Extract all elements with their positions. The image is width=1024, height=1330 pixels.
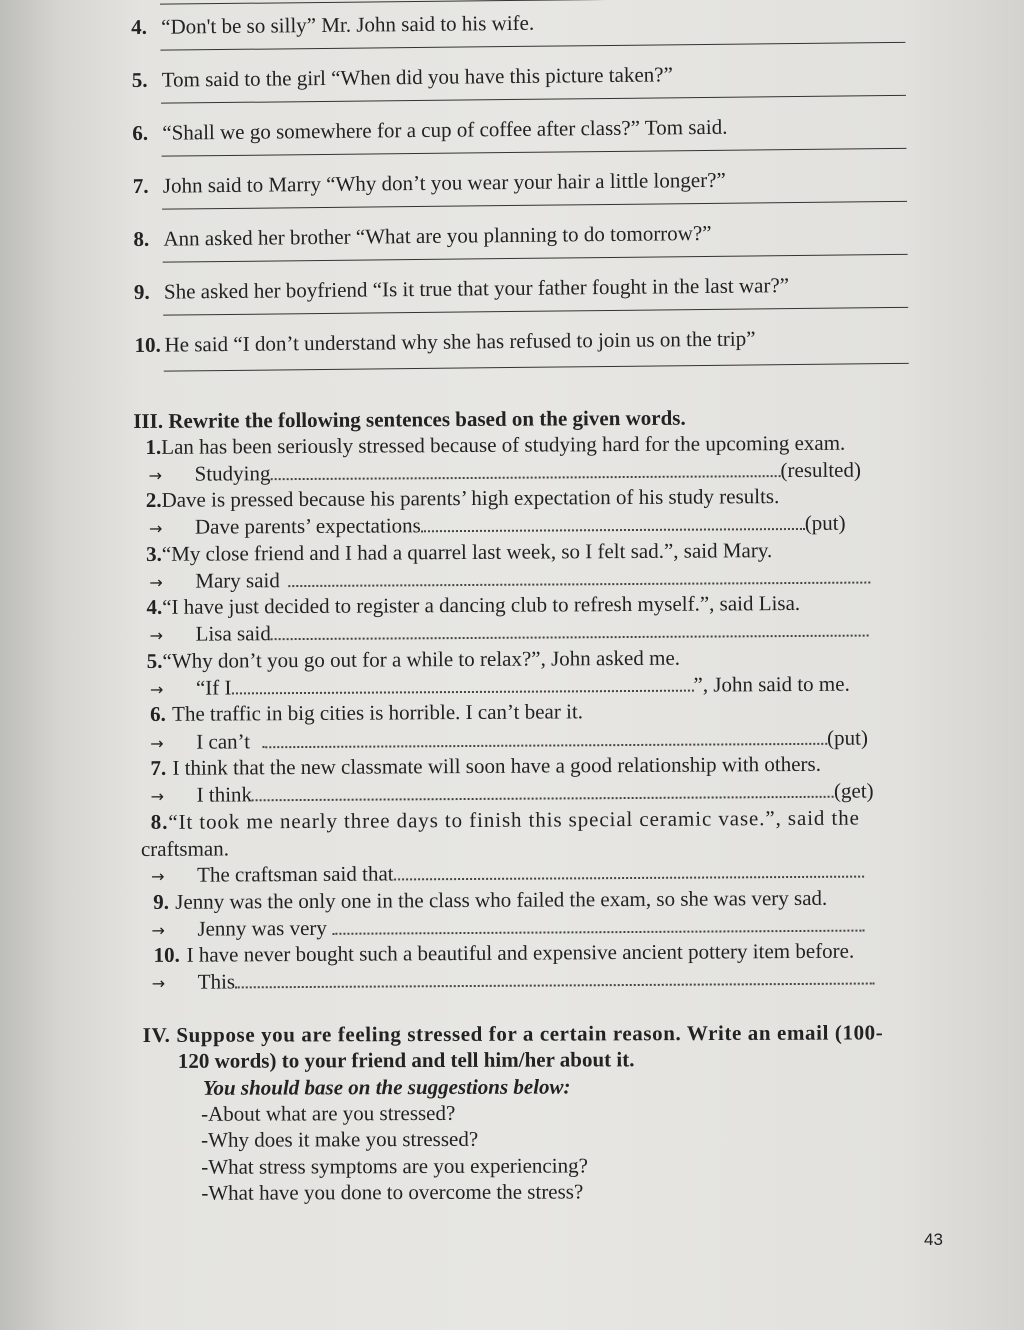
exercise-item <box>151 805 860 835</box>
item-number: 5. <box>131 67 148 92</box>
answer-line <box>163 254 908 263</box>
item-number: 7. <box>132 173 149 198</box>
answer-blank[interactable] <box>270 461 780 480</box>
answer-blank[interactable] <box>231 676 693 695</box>
exercise-item <box>146 590 800 620</box>
answer-blank[interactable] <box>333 916 865 935</box>
answer-start: “If I <box>195 675 232 700</box>
arrow-icon: → <box>148 465 163 485</box>
answer-start: I think <box>196 782 253 807</box>
answer-line <box>162 201 907 210</box>
answer-start: Studying <box>194 461 271 486</box>
answer-line <box>162 148 907 157</box>
exercise-item <box>132 114 727 146</box>
item-text: Ann asked her brother “What are you planning to do tomorrow?” <box>163 220 712 251</box>
item-text: Dave is pressed because his parents’ high expectation of his study results. <box>161 484 780 512</box>
instruction: You should base on the suggestions below: <box>202 1074 571 1100</box>
section-heading-continued: 120 words) to your friend and tell him/her about it. <box>177 1047 635 1073</box>
answer-row <box>152 965 876 997</box>
answer-line <box>164 363 909 372</box>
arrow-icon: → <box>148 518 163 538</box>
answer-hint: (get) <box>833 778 874 803</box>
suggestion-item: -Why does it make you stressed? <box>201 1126 479 1152</box>
arrow-icon: → <box>151 866 165 886</box>
item-number: 7. <box>150 755 167 780</box>
item-text: “I have just decided to register a dancing club to refresh myself.”, said Lisa. <box>162 590 801 619</box>
exercise-item <box>146 537 772 567</box>
answer-start: I can’t <box>196 729 251 754</box>
answer-hint: (put) <box>804 510 846 535</box>
item-text: Tom said to the girl “When did you have this picture taken?” <box>161 62 673 92</box>
answer-blank[interactable] <box>252 782 834 802</box>
arrow-icon: → <box>151 973 166 993</box>
exercise-item <box>150 698 583 727</box>
answer-blank[interactable] <box>288 568 870 588</box>
suggestion-item: -About what are you stressed? <box>201 1100 456 1126</box>
item-number: 3. <box>146 541 162 566</box>
answer-start: Mary said <box>195 568 280 593</box>
item-number: 6. <box>150 701 166 726</box>
answer-blank[interactable] <box>271 621 869 641</box>
answer-blank[interactable] <box>235 969 875 989</box>
answer-row <box>150 617 869 649</box>
exercise-item <box>146 483 780 513</box>
item-number: 5. <box>146 648 163 673</box>
answer-start: The craftsman said that <box>196 861 394 887</box>
answer-blank[interactable] <box>262 729 827 748</box>
answer-line <box>160 42 905 51</box>
item-text: Jenny was the only one in the class who failed the exam, so she was very sad. <box>175 885 828 914</box>
exercise-item <box>150 751 821 781</box>
exercise-item <box>131 10 534 40</box>
item-number: 4. <box>131 14 148 39</box>
exercise-item <box>153 938 854 968</box>
exercise-item <box>134 325 755 358</box>
exercise-item <box>134 272 789 305</box>
item-number: 2. <box>145 487 162 512</box>
answer-line <box>160 0 905 5</box>
suggestion-item: -What have you done to overcome the stress? <box>201 1179 584 1205</box>
item-number: 8. <box>150 809 169 834</box>
item-number: 6. <box>132 120 149 145</box>
arrow-icon: → <box>149 625 164 645</box>
answer-blank[interactable] <box>394 862 864 881</box>
answer-start: Lisa said <box>195 621 271 646</box>
answer-start: Dave parents’ expectations <box>194 513 421 539</box>
answer-hint: (put) <box>827 725 868 750</box>
answer-line <box>161 95 906 104</box>
exercise-item <box>132 61 673 93</box>
page-number: 43 <box>924 1230 943 1249</box>
item-text: The traffic in big cities is horrible. I can’t bear it. <box>172 699 584 726</box>
item-text: John said to Marry “Why don’t you wear your hair a little longer?” <box>162 167 726 198</box>
answer-start: This <box>197 969 236 994</box>
answer-line <box>163 307 908 316</box>
item-number: 10. <box>134 332 161 357</box>
section-heading: IV. Suppose you are feeling stressed for a certain reason. Write an email (100- <box>142 1020 884 1047</box>
item-text: “Why don’t you go out for a while to relax?”, John asked me. <box>162 645 681 673</box>
exercise-item <box>145 430 845 460</box>
item-text: “Don't be so silly” Mr. John said to his wife. <box>161 10 535 39</box>
arrow-icon: → <box>150 733 164 753</box>
arrow-icon: → <box>149 572 163 592</box>
item-text: He said “I don’t understand why she has refused to join us on the trip” <box>164 326 756 357</box>
item-text: I have never bought such a beautiful and expensive ancient pottery item before. <box>186 938 855 967</box>
item-number: 10. <box>153 942 180 967</box>
exercise-item <box>133 220 711 252</box>
answer-start: Jenny was very <box>197 915 327 941</box>
item-number: 8. <box>133 226 150 251</box>
exercise-item-continued: craftsman. <box>140 836 230 861</box>
item-text: I think that the new classmate will soon have a good relationship with others. <box>172 751 822 780</box>
item-number: 4. <box>146 594 163 619</box>
exercise-item <box>133 167 726 199</box>
item-text: She asked her boyfriend “Is it true that your father fought in the last war?” <box>163 273 790 304</box>
item-number: 9. <box>133 279 150 304</box>
suggestion-item: -What stress symptoms are you experiencing? <box>201 1153 588 1179</box>
item-text: Lan has been seriously stressed because of studying hard for the upcoming exam. <box>161 430 846 459</box>
section-heading: III. Rewrite the following sentences based on the given words. <box>133 405 686 434</box>
arrow-icon: → <box>151 920 165 940</box>
item-text: “It took me nearly three days to finish this special ceramic vase.”, said the <box>168 805 860 834</box>
item-number: 1. <box>145 434 162 459</box>
arrow-icon: → <box>149 679 164 699</box>
answer-blank[interactable] <box>421 514 805 532</box>
answer-hint: ”, John said to me. <box>693 671 850 697</box>
item-text: “Shall we go somewhere for a cup of coffee after class?” Tom said. <box>162 114 728 145</box>
item-text: “My close friend and I had a quarrel last week, so I felt sad.”, said Mary. <box>161 538 773 566</box>
answer-hint: (resulted) <box>780 457 862 483</box>
exercise-item <box>147 645 680 674</box>
arrow-icon: → <box>150 786 165 806</box>
item-number: 9. <box>153 889 170 914</box>
exercise-item <box>153 885 827 915</box>
